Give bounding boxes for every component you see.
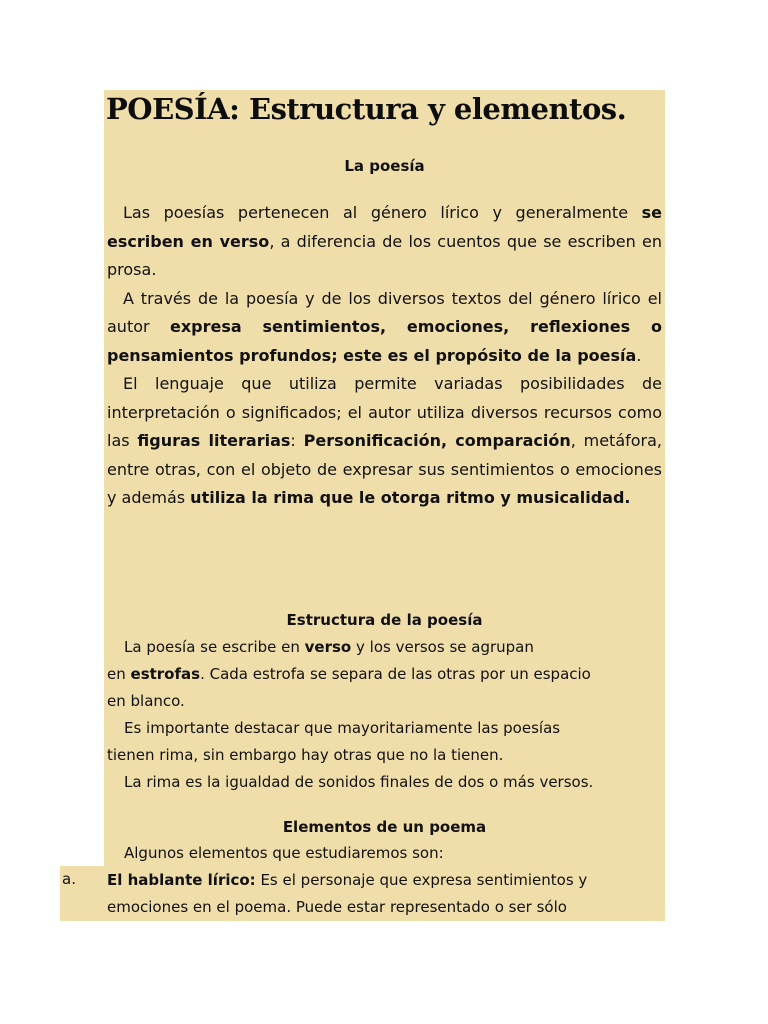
text: , metáfora, entre otras, con el objeto de expresar sus sentimientos o emociones y además xyxy=(107,431,663,507)
list-marker: a. xyxy=(62,870,76,888)
paragraph xyxy=(107,370,662,513)
bold-text: expresa sentimientos, emociones, reflexiones o pensamientos profundos; este es el propósito de la poesía xyxy=(107,317,662,365)
text: Las poesías pertenecen al género lírico y generalmente xyxy=(123,203,642,222)
line: La rima es la igualdad de sonidos finales de dos o más versos. xyxy=(124,773,594,791)
paragraph xyxy=(107,199,662,285)
text: . xyxy=(636,345,642,365)
line: Algunos elementos que estudiaremos son: xyxy=(124,844,444,862)
list-item xyxy=(107,867,662,921)
line xyxy=(107,661,662,688)
line xyxy=(107,867,662,894)
section-heading-elementos: Elementos de un poema xyxy=(282,818,487,836)
text: en xyxy=(107,665,131,683)
bold-text: estrofas xyxy=(130,665,201,683)
bold-text: se escriben en verso xyxy=(107,203,662,251)
section-elementos-intro xyxy=(107,840,662,867)
bold-text: utiliza la rima que le otorga ritmo y musicalidad. xyxy=(190,488,631,507)
page-title: POESÍA: Estructura y elementos. xyxy=(106,92,627,126)
text: : xyxy=(290,431,304,450)
line: Es importante destacar que mayoritariamente las poesías xyxy=(124,719,561,737)
text: y los versos se agrupan xyxy=(351,638,534,656)
section-heading-estructura: Estructura de la poesía xyxy=(286,611,483,629)
section-estructura-body xyxy=(107,634,662,796)
text: El lenguaje que utiliza permite variadas posibilidades de interpretación o significados; el autor utiliza diversos recursos como las xyxy=(107,374,662,450)
text: . Cada estrofa se separa de las otras por un espacio xyxy=(200,665,591,683)
bold-text: El hablante lírico: xyxy=(107,871,256,889)
paragraph xyxy=(107,285,662,371)
bold-text: verso xyxy=(304,638,352,656)
section-la-poesia-body xyxy=(107,199,662,513)
line: en blanco. xyxy=(107,692,185,710)
line: tienen rima, sin embargo hay otras que no la tienen. xyxy=(107,746,504,764)
text: , a diferencia de los cuentos que se escriben en prosa. xyxy=(107,231,663,279)
text: Es el personaje que expresa sentimientos y xyxy=(255,871,588,889)
bold-text: Personificación, comparación xyxy=(303,431,571,450)
line: emociones en el poema. Puede estar representado o ser sólo xyxy=(107,898,567,916)
bold-text: figuras literarias xyxy=(137,431,291,450)
text: La poesía se escribe en xyxy=(124,638,305,656)
line xyxy=(107,634,662,661)
text: A través de la poesía y de los diversos textos del género lírico el autor xyxy=(107,288,662,336)
section-heading-la-poesia: La poesía xyxy=(344,157,425,175)
